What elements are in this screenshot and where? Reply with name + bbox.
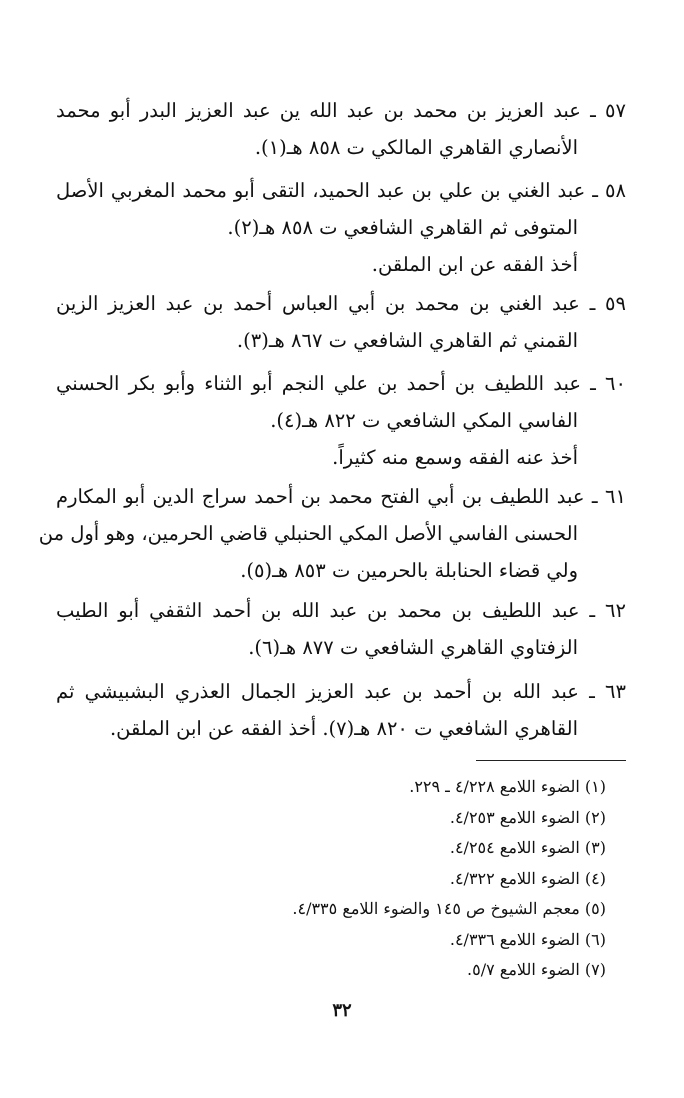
entry-62 bbox=[56, 592, 626, 666]
entry-line: ٦٢ ـ عبد اللطيف بن محمد بن عبد الله بن أحمد الثقفي أبو الطيب bbox=[56, 599, 626, 622]
entry-line: الحسنى الفاسي الأصل المكي الحنبلي قاضي الحرمين، وهو أول من bbox=[38, 522, 578, 545]
entry-line: المتوفى ثم القاهري الشافعي ت ٨٥٨ هـ(٢). bbox=[227, 216, 578, 239]
footnotes bbox=[66, 772, 606, 986]
entry-line: أخذ الفقه عن ابن الملقن. bbox=[371, 253, 578, 276]
entry-63 bbox=[56, 673, 626, 747]
footnote: (٧) الضوء اللامع ٥/٧. bbox=[467, 960, 606, 979]
entry-60 bbox=[56, 365, 626, 476]
entry-line: ٥٩ ـ عبد الغني بن محمد بن أبي العباس أحمد بن عبد العزيز الزين bbox=[56, 292, 626, 315]
footnote: (٣) الضوء اللامع ٤/٢٥٤. bbox=[449, 838, 606, 857]
entry-line: الأنصاري القاهري المالكي ت ٨٥٨ هـ(١). bbox=[254, 136, 578, 159]
entry-57 bbox=[56, 92, 626, 166]
entry-line: القمني ثم القاهري الشافعي ت ٨٦٧ هـ(٣). bbox=[236, 329, 578, 352]
entry-line: ٥٧ ـ عبد العزيز بن محمد بن عبد الله ين عبد العزيز البدر أبو محمد bbox=[56, 99, 626, 122]
footnote: (٦) الضوء اللامع ٤/٣٣٦. bbox=[449, 929, 606, 949]
entry-61 bbox=[38, 478, 626, 589]
footnote: (٢) الضوء اللامع ٤/٢٥٣. bbox=[449, 807, 606, 827]
footnote: (٥) معجم الشيوخ ص ١٤٥ والضوء اللامع ٤/٣٣٥. bbox=[292, 899, 606, 918]
entry-line: ٦١ ـ عبد اللطيف بن أبي الفتح محمد بن أحمد سراج الدين أبو المكارم bbox=[56, 485, 626, 508]
entry-line: ٦٠ ـ عبد اللطيف بن أحمد بن علي النجم أبو الثناء وأبو بكر الحسني bbox=[56, 372, 626, 395]
footnote: (١) الضوء اللامع ٤/٢٢٨ ـ ٢٢٩. bbox=[409, 777, 606, 796]
entry-line: الزفتاوي القاهري الشافعي ت ٨٧٧ هـ(٦). bbox=[248, 636, 578, 659]
entry-58 bbox=[56, 172, 626, 283]
entry-line: ٥٨ ـ عبد الغني بن علي بن عبد الحميد، التقى أبو محمد المغربي الأصل bbox=[56, 179, 626, 202]
entry-line: ٦٣ ـ عبد الله بن أحمد بن عبد العزيز الجمال العذري البشبيشي ثم bbox=[56, 680, 626, 703]
entry-line: الفاسي المكي الشافعي ت ٨٢٢ هـ(٤). bbox=[270, 409, 578, 432]
entry-59 bbox=[56, 285, 626, 359]
page-number: ٣٢ bbox=[332, 1000, 352, 1021]
footnote: (٤) الضوء اللامع ٤/٣٢٢. bbox=[449, 868, 606, 888]
entry-line: القاهري الشافعي ت ٨٢٠ هـ(٧). أخذ الفقه عن ابن الملقن. bbox=[109, 717, 578, 740]
footnote-separator bbox=[476, 760, 626, 761]
entry-line: ولي قضاء الحنابلة بالحرمين ت ٨٥٣ هـ(٥). bbox=[240, 559, 578, 582]
entry-line: أخذ عنه الفقه وسمع منه كثيراً. bbox=[332, 446, 578, 469]
